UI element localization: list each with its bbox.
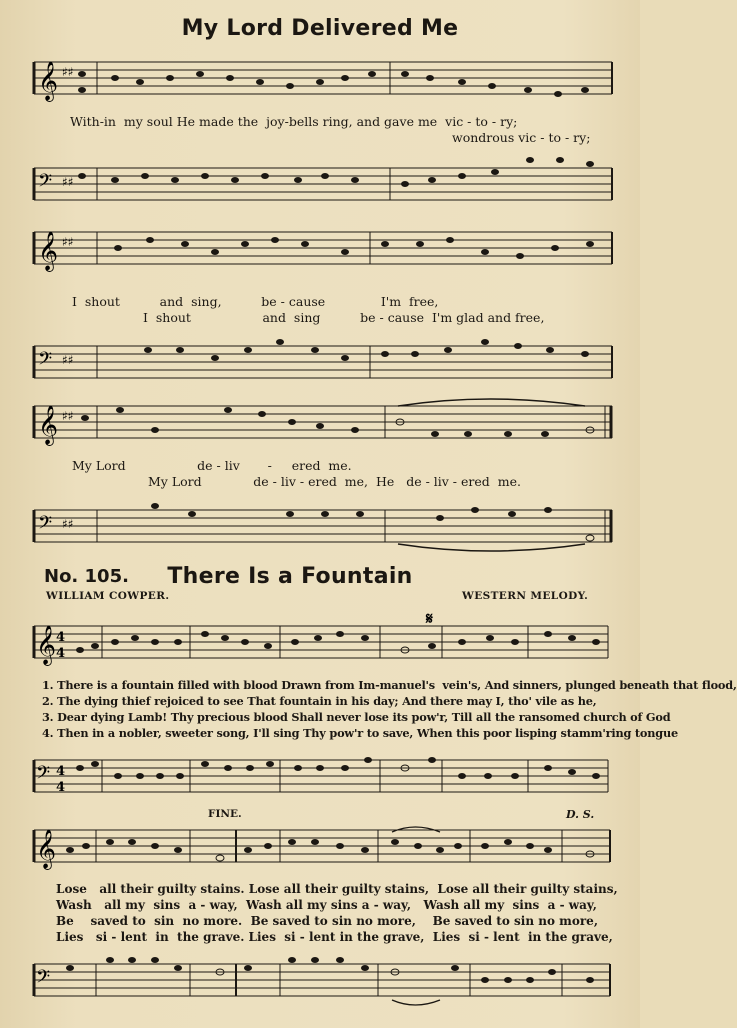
treble-staff-1 <box>0 52 640 102</box>
svg-text:𝄢: 𝄢 <box>36 967 51 992</box>
lyric-line-2b: I shout and sing be - cause I'm glad and free, <box>143 310 545 325</box>
bass-staff-4 <box>0 748 640 804</box>
lyric-line-1: With-in my soul He made the joy-bells ring, and gave me vic - to - ry; <box>70 114 518 129</box>
svg-text:4: 4 <box>56 646 66 661</box>
hymn-number: No. 105. <box>44 566 129 587</box>
fine-marker: FINE. <box>208 808 242 820</box>
svg-text:𝄞: 𝄞 <box>38 231 59 271</box>
hymn-tune: WESTERN MELODY. <box>462 590 589 602</box>
svg-text:4: 4 <box>56 630 66 645</box>
svg-text:♯♯: ♯♯ <box>62 175 74 189</box>
bass-staff-2 <box>0 336 640 386</box>
bass-staff-3 <box>0 500 640 550</box>
svg-text:♯♯: ♯♯ <box>62 235 74 249</box>
lyric-line-2: I shout and sing, be - cause I'm free, <box>72 294 439 309</box>
treble-staff-5 <box>0 818 640 874</box>
treble-staff-3 <box>0 396 640 446</box>
svg-text:𝄢: 𝄢 <box>38 171 53 196</box>
svg-text:𝄞: 𝄞 <box>36 625 57 665</box>
verse-3: 3. Dear dying Lamb! Thy precious blood Shall never lose its pow'r, Till all the ransomed church of God <box>42 710 671 724</box>
svg-text:𝄢: 𝄢 <box>36 763 51 788</box>
bass-staff-1 <box>0 158 640 208</box>
lyric-line-3b: My Lord de - liv - ered me, He de - liv - ered me. <box>148 474 521 489</box>
treble-staff-2 <box>0 222 640 272</box>
refrain-line-2: Wash all my sins a - way, Wash all my sins a - way, Wash all my sins a - way, <box>56 898 597 912</box>
treble-staff-4 <box>0 609 640 670</box>
svg-text:𝄋: 𝄋 <box>426 609 433 628</box>
refrain-line-4: Lies si - lent in the grave. Lies si - lent in the grave, Lies si - lent in the grave, <box>56 930 613 944</box>
svg-text:♯♯: ♯♯ <box>62 65 74 79</box>
hymn-title: My Lord Delivered Me <box>181 16 459 41</box>
svg-text:𝄢: 𝄢 <box>38 513 53 538</box>
ds-marker: D. S. <box>566 808 595 821</box>
refrain-line-3: Be saved to sin no more. Be saved to sin no more, Be saved to sin no more, <box>56 914 598 928</box>
svg-text:𝄞: 𝄞 <box>38 61 59 101</box>
svg-text:♯♯: ♯♯ <box>62 517 74 531</box>
hymn-title-2: There Is a Fountain <box>167 564 413 589</box>
verse-4: 4. Then in a nobler, sweeter song, I'll sing Thy pow'r to save, When this poor lisping stamm'ring tongue <box>42 726 678 740</box>
lyric-line-3: My Lord de - liv - ered me. <box>72 458 352 473</box>
svg-text:4: 4 <box>56 780 66 795</box>
verse-1: 1. There is a fountain filled with blood Drawn from Im-manuel's vein's, And sinners, plunged beneath that flood, <box>42 678 737 692</box>
hymn-author: WILLIAM COWPER. <box>46 590 170 602</box>
svg-text:𝄞: 𝄞 <box>38 405 59 445</box>
lyric-line-1b: wondrous vic - to - ry; <box>452 130 591 145</box>
svg-text:4: 4 <box>56 764 66 779</box>
svg-text:𝄢: 𝄢 <box>38 349 53 374</box>
bass-staff-5 <box>0 952 640 1012</box>
svg-text:♯♯: ♯♯ <box>62 409 74 423</box>
svg-text:𝄞: 𝄞 <box>36 829 57 869</box>
verse-2: 2. The dying thief rejoiced to see That fountain in his day; And there may I, tho' vile as he, <box>42 694 597 708</box>
svg-text:♯♯: ♯♯ <box>62 353 74 367</box>
refrain-line-1: Lose all their guilty stains. Lose all their guilty stains, Lose all their guilty stains, <box>56 882 618 896</box>
